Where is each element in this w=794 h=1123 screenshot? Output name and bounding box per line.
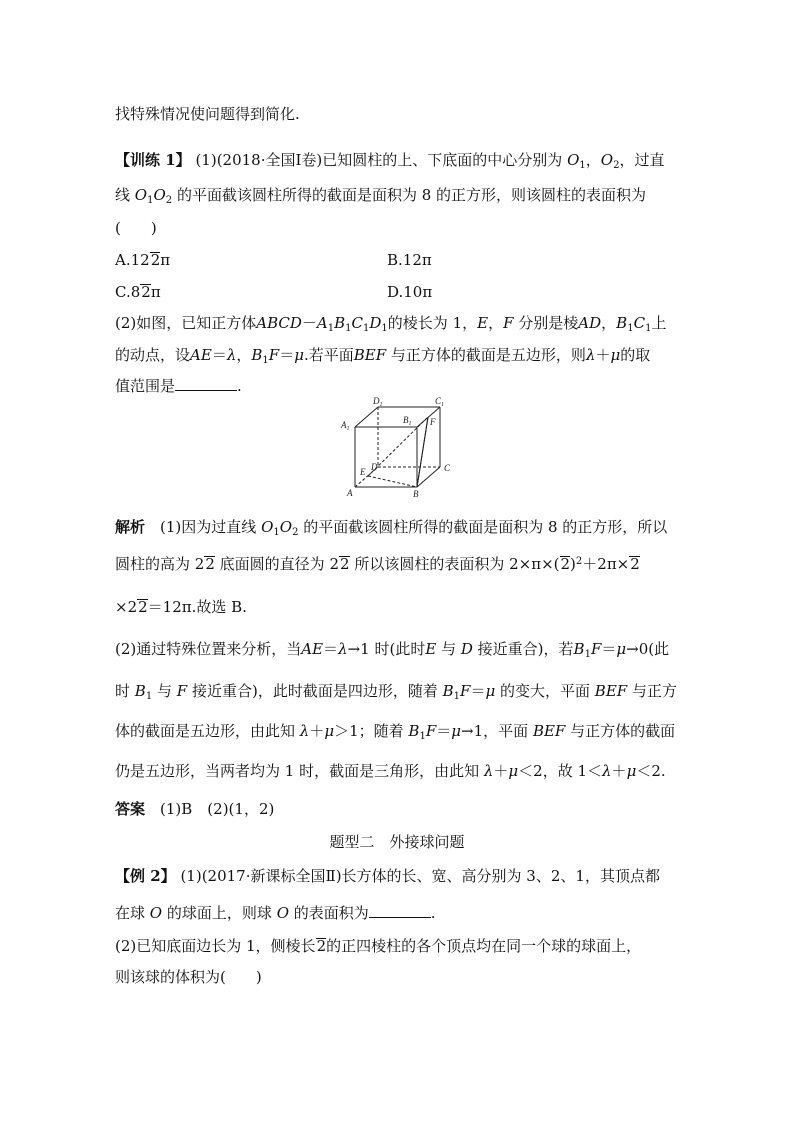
ex2-line1: 【例 2】 (1)(2017·新课标全国Ⅱ)长方体的长、宽、高分别为 3、2、1，其顶点都 xyxy=(115,867,660,885)
solution-line1: 解析 (1)因为过直线 $O_1O_2$ 的平面截该圆柱所得的截面是面积为 8 的正方形，所以 xyxy=(115,518,668,538)
solution-line6: 体的截面是五边形，由此知 λ＋μ＞1；随着 $B_1F=\mu\to 1$，平面 BEF 与正方体的截面 xyxy=(115,722,676,742)
answer-blank xyxy=(175,376,237,391)
label-c1: $C_1$ xyxy=(435,396,445,408)
edge-fb xyxy=(417,417,428,487)
edge-bc xyxy=(417,467,440,487)
solution-line3: ×22＝12π.故选 B. xyxy=(115,598,247,616)
label-c: C xyxy=(444,463,451,473)
label-b1: $B_1$ xyxy=(403,415,412,427)
solution-line7: 仍是五边形，当两者均为 1 时，截面是三角形，由此知 λ＋μ＜2，故 1＜λ＋μ＜2. xyxy=(115,762,666,780)
label-a: A xyxy=(347,488,353,498)
label-d1: $D_1$ xyxy=(373,396,383,408)
ex1-q2-line2: 的动点，设AE＝λ，$B_1F=\mu$.若平面BEF 与正方体的截面是五边形，则λ＋μ的取 xyxy=(115,346,651,366)
option-b: B.12π xyxy=(387,251,432,269)
hidden-edge-eb xyxy=(368,476,417,487)
solution-line4: (2)通过特殊位置来分析，当AE＝λ→1 时(此时E 与 D 接近重合)，若$B_1F=\mu\to 0$(此 xyxy=(115,640,670,660)
option-a: A.122π xyxy=(115,251,171,269)
section-title: 题型二 外接球问题 xyxy=(329,833,465,851)
ex1-q1-paren: ( ) xyxy=(115,219,157,237)
solution-line2: 圆柱的高为 22 底面圆的直径为 22 所以该圆柱的表面积为 $2\times\pi\times(2)^2+2\pi\times 2$ xyxy=(115,555,640,573)
intro-text: 找特殊情况使问题得到简化. xyxy=(115,105,300,123)
label-b: B xyxy=(413,489,419,499)
solution-line5: 时 $B_1$ 与 F 接近重合)，此时截面是四边形，随着 $B_1F=\mu$ 的变大，平面 BEF 与正方 xyxy=(115,682,677,702)
ex1-q2-line1: (2)如图，已知正方体$ABCD-A_1B_1C_1D_1$的棱长为 1，E，F 分别是棱AD，$B_1C_1$上 xyxy=(115,314,667,334)
label-f: F xyxy=(430,417,436,427)
ex1-q1-line2: 线 $O_1O_2$ 的平面截该圆柱所得的截面是面积为 8 的正方形，则该圆柱的表面积为 xyxy=(115,186,647,206)
ex2-line4: 则该球的体积为( ) xyxy=(115,968,262,986)
option-d: D.10π xyxy=(387,283,433,301)
ex2-line2: 在球 O 的球面上，则球 O 的表面积为 . xyxy=(115,904,436,922)
cube-figure xyxy=(335,395,470,502)
ex2-line3: (2)已知底面边长为 1，侧棱长2的正四棱柱的各个顶点均在同一个球的球面上， xyxy=(115,937,642,955)
ex1-q2-line3: 值范围是 . xyxy=(115,377,242,395)
answer-line: 答案 (1)B (2)(1，2) xyxy=(115,800,275,818)
option-c: C.82π xyxy=(115,283,161,301)
edge-b1c1 xyxy=(417,407,440,427)
ex1-q1-line1: 【训练 1】 (1)(2018·全国Ⅰ卷)已知圆柱的上、下底面的中心分别为 $O_1$，$O_2$，过直 xyxy=(115,151,665,171)
edge-a1d1 xyxy=(355,407,378,427)
label-e: E xyxy=(360,467,366,477)
label-d: D xyxy=(371,462,378,472)
ex2-answer-blank xyxy=(369,903,431,918)
label-a1: $A_1$ xyxy=(341,420,350,432)
